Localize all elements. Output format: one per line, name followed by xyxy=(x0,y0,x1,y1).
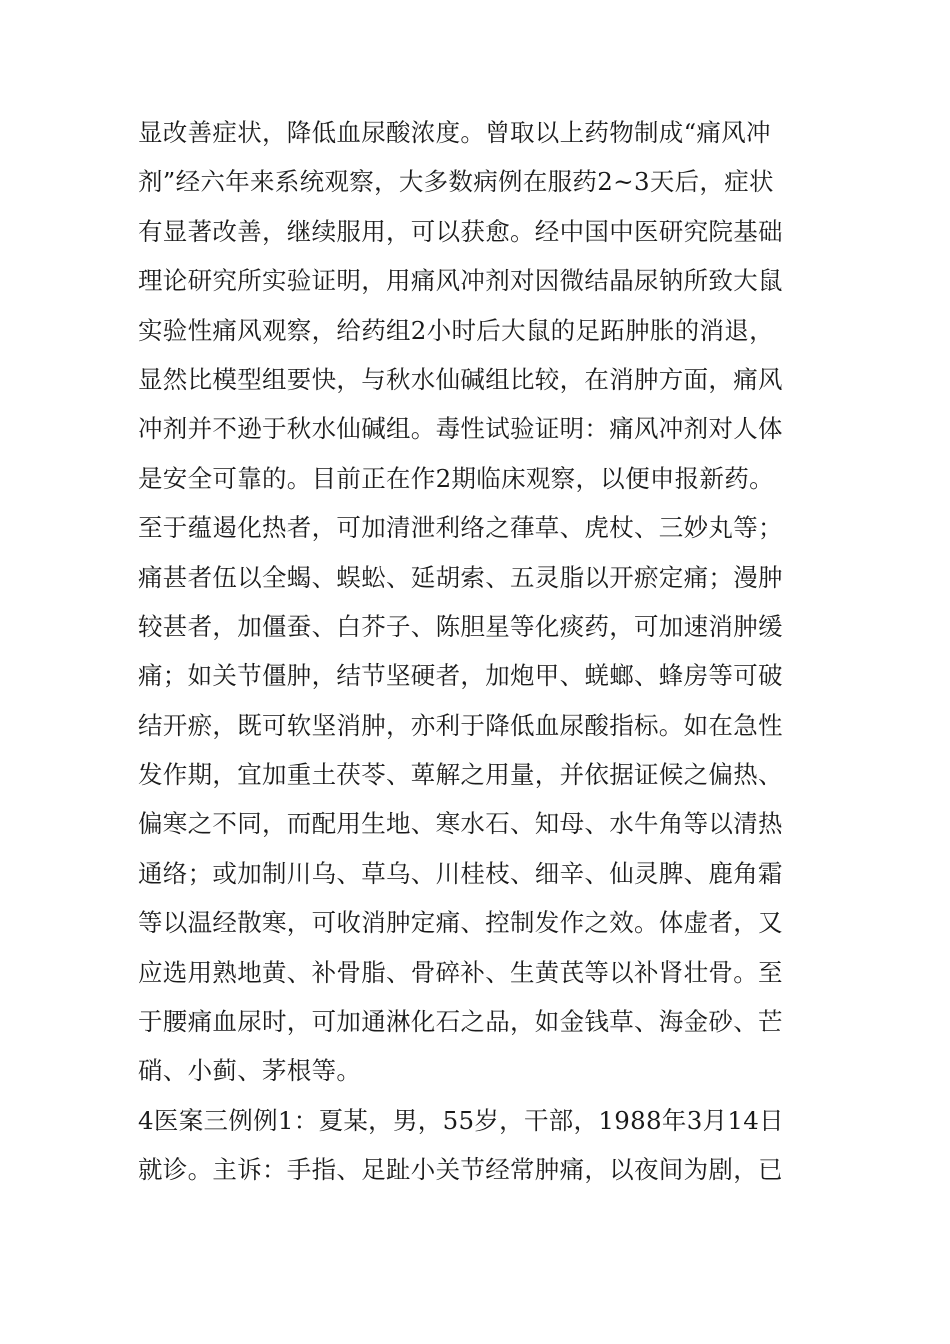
paragraph-2 xyxy=(138,503,818,1096)
text-line: 硝、小蓟、茅根等。 xyxy=(138,1056,362,1086)
text-line: 实验性痛风观察，给药组2小时后大鼠的足跖肿胀的消退， xyxy=(138,315,774,345)
text-line: 较甚者，加僵蚕、白芥子、陈胆星等化痰药，可加速消肿缓 xyxy=(138,611,783,641)
text-line: 等以温经散寒，可收消肿定痛、控制发作之效。体虚者，又 xyxy=(138,908,783,938)
text-line: 就诊。主诉：手指、足趾小关节经常肿痛，以夜间为剧，已 xyxy=(138,1155,783,1185)
text-line: 理论研究所实验证明，用痛风冲剂对因微结晶尿钠所致大鼠 xyxy=(138,266,783,296)
text-line: 剂”经六年来系统观察，大多数病例在服药2~3天后，症状 xyxy=(138,167,774,197)
text-line: 痛甚者伍以全蝎、蜈蚣、延胡索、五灵脂以开瘀定痛；漫肿 xyxy=(138,562,783,592)
text-line: 结开瘀，既可软坚消肿，亦利于降低血尿酸指标。如在急性 xyxy=(138,710,783,740)
text-line: 于腰痛血尿时，可加通淋化石之品，如金钱草、海金砂、芒 xyxy=(138,1007,783,1037)
paragraph-1 xyxy=(138,108,818,503)
text-line: 至于蕴遏化热者，可加清泄利络之葎草、虎杖、三妙丸等； xyxy=(138,513,783,543)
text-line: 通络；或加制川乌、草乌、川桂枝、细辛、仙灵脾、鹿角霜 xyxy=(138,858,783,888)
text-line: 应选用熟地黄、补骨脂、骨碎补、生黄芪等以补肾壮骨。至 xyxy=(138,957,783,987)
text-line: 有显著改善，继续服用，可以获愈。经中国中医研究院基础 xyxy=(138,216,783,246)
text-line: 显改善症状，降低血尿酸浓度。曾取以上药物制成“痛风冲 xyxy=(138,118,771,147)
text-line: 痛；如关节僵肿，结节坚硬者，加炮甲、蜣螂、蜂房等可破 xyxy=(138,661,783,691)
text-line: 是安全可靠的。目前正在作2期临床观察，以便申报新药。 xyxy=(138,463,774,493)
paragraph-3 xyxy=(138,1096,818,1195)
text-line: 冲剂并不逊于秋水仙碱组。毒性试验证明：痛风冲剂对人体 xyxy=(138,414,783,444)
text-line: 4医案三例例1：夏某，男，55岁，干部，1988年3月14日 xyxy=(138,1105,784,1135)
text-line: 偏寒之不同，而配用生地、寒水石、知母、水牛角等以清热 xyxy=(138,809,783,839)
text-line: 显然比模型组要快，与秋水仙碱组比较，在消肿方面，痛风 xyxy=(138,364,783,394)
text-line: 发作期，宜加重土茯苓、萆解之用量，并依据证候之偏热、 xyxy=(138,760,783,790)
document-body xyxy=(138,108,818,1195)
